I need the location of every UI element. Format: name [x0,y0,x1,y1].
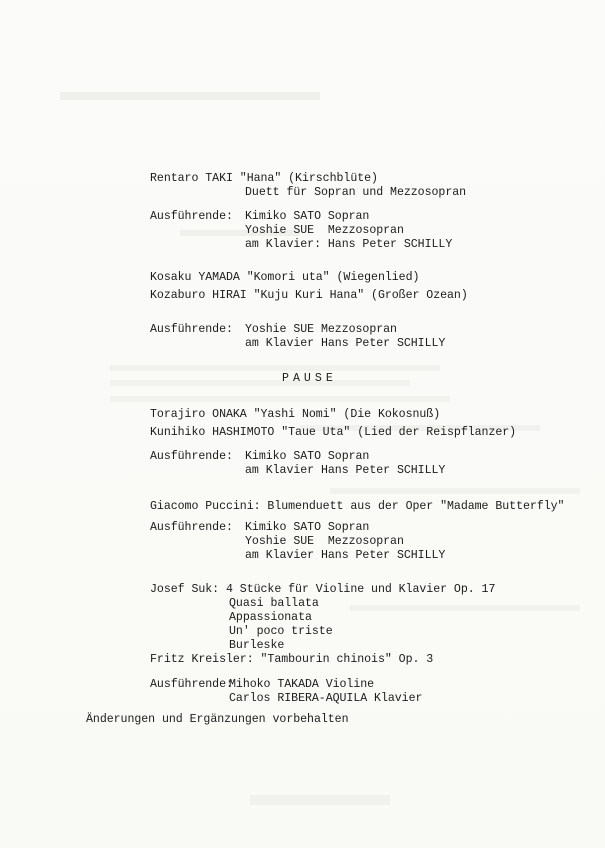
show-through-mark [350,605,580,611]
suk-movement: Appassionata [229,611,312,624]
suk-movement: Burleske [229,639,285,652]
show-through-mark [330,488,580,494]
show-through-mark [250,795,390,805]
performer-line: Carlos RIBERA-AQUILA Klavier [229,692,423,705]
performer-line: Kimiko SATO Sopran [245,210,370,223]
performer-line: am Klavier: Hans Peter SCHILLY [245,238,453,251]
performer-line: Yoshie SUE Mezzosopran [245,535,404,548]
pause-heading: PAUSE [282,372,337,385]
performer-line: Kimiko SATO Sopran [245,450,370,463]
disclaimer-note: Änderungen und Ergänzungen vorbehalten [86,713,349,726]
puccini-title: Giacomo Puccini: Blumenduett aus der Oper "Madame Butterfly" [150,500,565,513]
onaka-title: Torajiro ONAKA "Yashi Nomi" (Die Kokosnuß) [150,408,441,421]
show-through-mark [110,365,440,371]
performers-label: Ausführende: [150,210,233,223]
hashimoto-title: Kunihiko HASHIMOTO "Taue Uta" (Lied der Reispflanzer) [150,426,517,439]
performers-label: Ausführende: [150,521,233,534]
show-through-mark [110,396,450,402]
performer-line: Yoshie SUE Mezzosopran [245,323,397,336]
show-through-mark [60,92,320,100]
suk-title: Josef Suk: 4 Stücke für Violine und Klavier Op. 17 [150,583,496,596]
taki-subtitle: Duett für Sopran und Mezzosopran [245,186,467,199]
performer-line: am Klavier Hans Peter SCHILLY [245,337,446,350]
taki-title: Rentaro TAKI "Hana" (Kirschblüte) [150,172,378,185]
performer-line: Yoshie SUE Mezzosopran [245,224,404,237]
performers-label: Ausführende: [150,323,233,336]
performer-line: am Klavier Hans Peter SCHILLY [245,464,446,477]
hirai-title: Kozaburo HIRAI "Kuju Kuri Hana" (Großer Ozean) [150,289,468,302]
performer-line: Kimiko SATO Sopran [245,521,370,534]
show-through-mark [110,380,410,386]
performers-label: Ausführende: [150,678,233,691]
yamada-title: Kosaku YAMADA "Komori uta" (Wiegenlied) [150,271,420,284]
suk-movement: Un' poco triste [229,625,333,638]
performer-line: am Klavier Hans Peter SCHILLY [245,549,446,562]
suk-movement: Quasi ballata [229,597,319,610]
kreisler-title: Fritz Kreisler: "Tambourin chinois" Op. 3 [150,653,434,666]
performer-line: Mihoko TAKADA Violine [229,678,375,691]
performers-label: Ausführende: [150,450,233,463]
